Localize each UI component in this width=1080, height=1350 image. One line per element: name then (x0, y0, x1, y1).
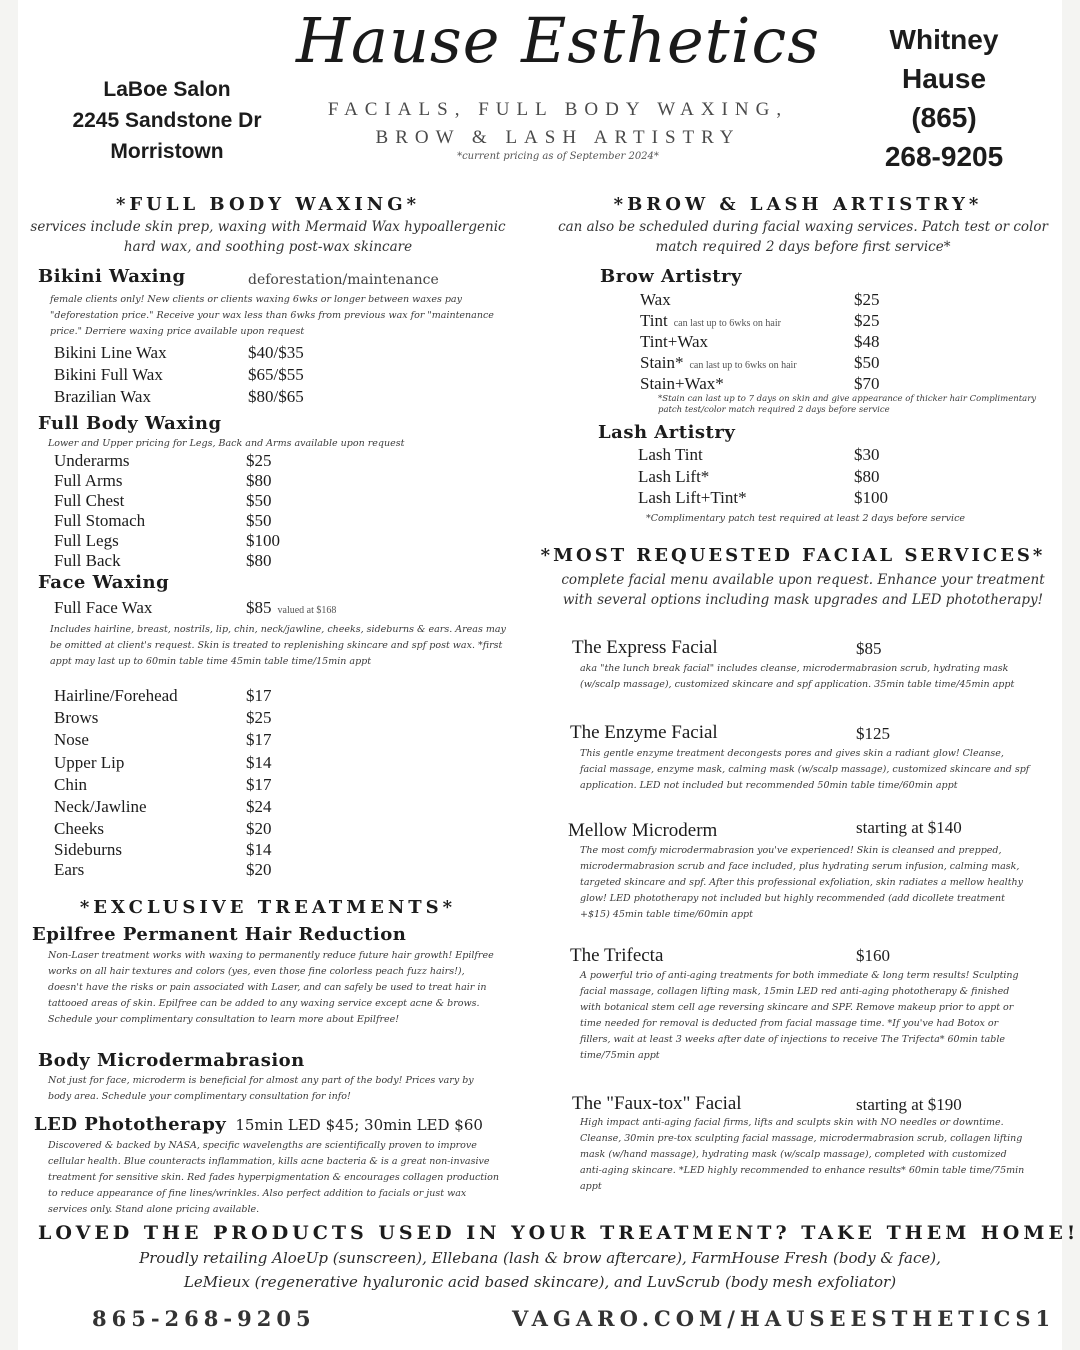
facial-price: $125 (856, 724, 890, 743)
brow-fine-print: *Stain can last up to 7 days on skin and give appearance of thicker hair Complimentary patch test/color match required 2 days before service (658, 394, 1037, 415)
retail-headline: LOVED THE PRODUCTS USED IN YOUR TREATMENT? TAKE THEM HOME! (38, 1222, 1080, 1244)
footer-phone: 865-268-9205 (92, 1306, 316, 1331)
brow-lash-intro: can also be scheduled during facial waxing services. Patch test or color match required 2 days before first service* (558, 219, 1048, 255)
service-price: $50 (246, 511, 272, 530)
bikini-waxing-note: deforestation/maintenance (248, 272, 439, 288)
full-body-waxing-fine-print: Lower and Upper pricing for Legs, Back and Arms available upon request (48, 438, 405, 449)
service-name: Chin (54, 775, 88, 794)
owner-last-name: Hause (901, 63, 987, 94)
salon-city: Morristown (110, 140, 224, 163)
facial-price: starting at $140 (856, 818, 962, 837)
service-price: $80 (854, 467, 880, 486)
service-name: Stain+Wax* (640, 374, 724, 393)
owner-contact (854, 20, 1034, 176)
led-title: LED Phototherapy (34, 1114, 227, 1135)
service-note: can last up to 6wks on hair (673, 318, 781, 329)
owner-phone: 268-9205 (884, 141, 1004, 172)
service-name: Cheeks (54, 819, 105, 838)
valued-note: valued at $168 (277, 605, 337, 616)
service-name: Stain* (640, 353, 684, 372)
service-price: $25 (246, 451, 272, 470)
menu-page (18, 0, 1080, 1350)
service-price: $17 (246, 686, 272, 705)
service-price: $50 (246, 491, 272, 510)
salon-street: 2245 Sandstone Dr (72, 109, 262, 132)
service-price: $17 (246, 730, 272, 749)
facials-intro: complete facial menu available upon request. Enhance your treatment with several options including mask upgrades and LED phototherapy! (561, 572, 1045, 608)
service-name: Bikini Full Wax (54, 365, 163, 384)
service-price: $40/$35 (248, 343, 304, 362)
brow-lash-section-title: *BROW & LASH ARTISTRY* (613, 194, 983, 215)
epilfree-title: Epilfree Permanent Hair Reduction (32, 924, 407, 945)
facial-description: High impact anti-aging facial firms, lifts and sculpts skin with NO needles or downtime. Cleanse, 30min pre-tox sculpting facial massage, microdermabrasion scrub, collagen lifting mask (w/hand massage), hydrating mask (w/scalp massage), completed with customized anti-aging skincare. *LED highly recommended to enhance results* 60min table time/75min appt (580, 1117, 1025, 1192)
service-name-group (640, 311, 781, 331)
service-price: $20 (246, 819, 272, 838)
service-name: Underarms (54, 451, 130, 470)
face-waxing-fine-print: Includes hairline, breast, nostrils, lip, chin, neck/jawline, cheeks, sideburns & ears. Areas may be omitted at client's request. Skin is treated to replenishing skincare and spf post wax. *first appt may last up to 60min table time 45min table time/15min appt (50, 624, 506, 667)
owner-first-name: Whitney (889, 24, 999, 55)
salon-address (42, 74, 292, 167)
bikini-waxing-title: Bikini Waxing (38, 266, 186, 287)
retail-line-1: Proudly retailing AloeUp (sunscreen), Ellebana (lash & brow aftercare), FarmHouse Fresh (body & face), (139, 1249, 941, 1267)
facial-name: Mellow Microderm (568, 820, 718, 841)
tagline-line-2: BROW & LASH ARTISTRY (375, 127, 741, 148)
service-price: $30 (854, 445, 880, 464)
service-name: Full Back (54, 551, 121, 570)
salon-name: LaBoe Salon (103, 78, 231, 101)
full-face-price-group (246, 598, 336, 618)
bikini-waxing-fine-print: female clients only! New clients or clients waxing 6wks or longer between waxes pay "deforestation price." Receive your wax less than 6wks from previous wax for "maintenance price." Derriere waxing price available upon request (50, 294, 494, 337)
facial-price: $85 (856, 639, 882, 658)
service-name: Full Arms (54, 471, 123, 490)
facial-price: $160 (856, 946, 890, 965)
led-prices: 15min LED $45; 30min LED $60 (235, 1116, 483, 1134)
waxing-section-title: *FULL BODY WAXING* (115, 194, 421, 215)
service-price: $100 (854, 488, 888, 507)
service-price: $17 (246, 775, 272, 794)
led-description: Discovered & backed by NASA, specific wavelengths are scientifically proven to improve cellular health. Blue counteracts inflammation, kills acne bacteria & is a great non-invasive treatment for sensitive skin. Red fades hyperpigmentation & encourages collagen production to reduce appearance of fine lines/wrinkles. Also perfect addition to facials or just wax services only. Stand alone pricing available. (48, 1140, 499, 1215)
service-price: $14 (246, 753, 272, 772)
service-name: Neck/Jawline (54, 797, 147, 816)
service-price: $80 (246, 471, 272, 490)
service-name: Sideburns (54, 840, 122, 859)
service-name: Tint (640, 311, 668, 330)
facial-description: This gentle enzyme treatment decongests pores and gives skin a radiant glow! Cleanse, facial massage, enzyme mask, calming mask (w/scalp massage), customized skincare and spf application. LED not included but recommended 50min table time/60min appt (580, 748, 1030, 791)
service-price: $50 (854, 353, 880, 372)
facial-name: The "Faux-tox" Facial (572, 1093, 742, 1114)
facial-description: A powerful trio of anti-aging treatments for both immediate & long term results! Sculpting facial massage, collagen lifting mask, 15min LED red anti-aging phototherapy & finished with botanical stem cell age reversing skincare and SPF. Remove makeup prior to appt or time needed for removal is deducted from facial massage time. *If you've had Botox or fillers, wait at least 3 weeks after date of injections to receive The Trifecta* 60min table time/75min appt (580, 970, 1019, 1061)
service-price: $80 (246, 551, 272, 570)
full-body-waxing-title: Full Body Waxing (38, 413, 222, 434)
footer-booking-url: VAGARO.COM/HAUSEESTHETICS1 (512, 1306, 1056, 1331)
service-name: Hairline/Forehead (54, 686, 178, 705)
pricing-note: *current pricing as of September 2024* (457, 151, 659, 162)
epilfree-description: Non-Laser treatment works with waxing to permanently reduce future hair growth! Epilfree works on all hair textures and colors (yes, even those fine colorless peach fuzz hairs!), doesn't have the risks or pain associated with Laser, and can safely be used to treat hair in tattooed areas of skin. Epilfree can be added to any waxing service except acne & brows. Schedule your complimentary consultation to learn more about Epilfree! (48, 950, 494, 1025)
body-microderm-title: Body Microdermabrasion (38, 1050, 305, 1071)
service-price: $80/$65 (248, 387, 304, 406)
service-price: $100 (246, 531, 280, 550)
service-price: $14 (246, 840, 272, 859)
service-name: Full Stomach (54, 511, 146, 530)
facial-description: aka "the lunch break facial" includes cleanse, microdermabrasion scrub, hydrating mask (w/scalp massage), customized skincare and spf application. 35min table time/45min appt (580, 663, 1015, 690)
service-name: Full Chest (54, 491, 125, 510)
service-price: $65/$55 (248, 365, 304, 384)
service-name-group (640, 353, 797, 373)
service-price: $25 (854, 290, 880, 309)
exclusive-section-title: *EXCLUSIVE TREATMENTS* (79, 897, 457, 918)
tagline-line-1: FACIALS, FULL BODY WAXING, (327, 99, 789, 120)
service-name: Bikini Line Wax (54, 343, 167, 362)
service-price: $85 (246, 598, 272, 617)
brow-artistry-title: Brow Artistry (600, 266, 742, 287)
service-price: $25 (246, 708, 272, 727)
service-name: Nose (54, 730, 89, 749)
service-name: Full Face Wax (54, 598, 153, 617)
service-name: Upper Lip (54, 753, 125, 772)
brand-title: Hause Esthetics (295, 4, 821, 77)
service-name: Lash Lift* (638, 467, 710, 486)
body-microderm-description: Not just for face, microderm is beneficial for almost any part of the body! Prices vary by body area. Schedule your complimentary consultation for info! (48, 1075, 474, 1102)
service-name: Lash Tint (638, 445, 703, 464)
service-name: Lash Lift+Tint* (638, 488, 747, 507)
service-note: can last up to 6wks on hair (689, 360, 797, 371)
service-name: Full Legs (54, 531, 119, 550)
service-price: $24 (246, 797, 272, 816)
led-header (34, 1114, 483, 1135)
service-name: Brows (54, 708, 99, 727)
face-waxing-title: Face Waxing (38, 572, 170, 593)
service-price: $25 (854, 311, 880, 330)
facial-name: The Trifecta (570, 945, 664, 966)
service-price: $48 (854, 332, 880, 351)
service-name: Wax (640, 290, 671, 309)
retail-line-2: LeMieux (regenerative hyaluronic acid based skincare), and LuvScrub (body mesh exfoliator) (183, 1273, 897, 1291)
service-name: Ears (54, 860, 85, 879)
facial-name: The Enzyme Facial (570, 722, 718, 743)
service-name: Brazilian Wax (54, 387, 151, 406)
service-name: Tint+Wax (640, 332, 709, 351)
lash-artistry-title: Lash Artistry (598, 422, 736, 443)
service-price: $70 (854, 374, 880, 393)
waxing-intro: services include skin prep, waxing with Mermaid Wax hypoallergenic hard wax, and soothing post-wax skincare (30, 219, 506, 255)
facial-description: The most comfy microdermabrasion you've experienced! Skin is cleansed and prepped, microdermabrasion scrub and face included, plus hydrating serum infusion, calming mask, targeted skincare and spf. After this professional exfoliation, skin radiates a mellow healthy glow! LED phototherapy not included but highly recommended (add dicollete treatment +$15) 45min table time/60min appt (580, 845, 1024, 920)
owner-area-code: (865) (911, 102, 977, 133)
service-price: $20 (246, 860, 272, 879)
facial-price: starting at $190 (856, 1095, 962, 1114)
lash-fine-print: *Complimentary patch test required at least 2 days before service (646, 513, 966, 524)
facials-section-title: *MOST REQUESTED FACIAL SERVICES* (540, 545, 1046, 566)
facial-name: The Express Facial (572, 637, 718, 658)
